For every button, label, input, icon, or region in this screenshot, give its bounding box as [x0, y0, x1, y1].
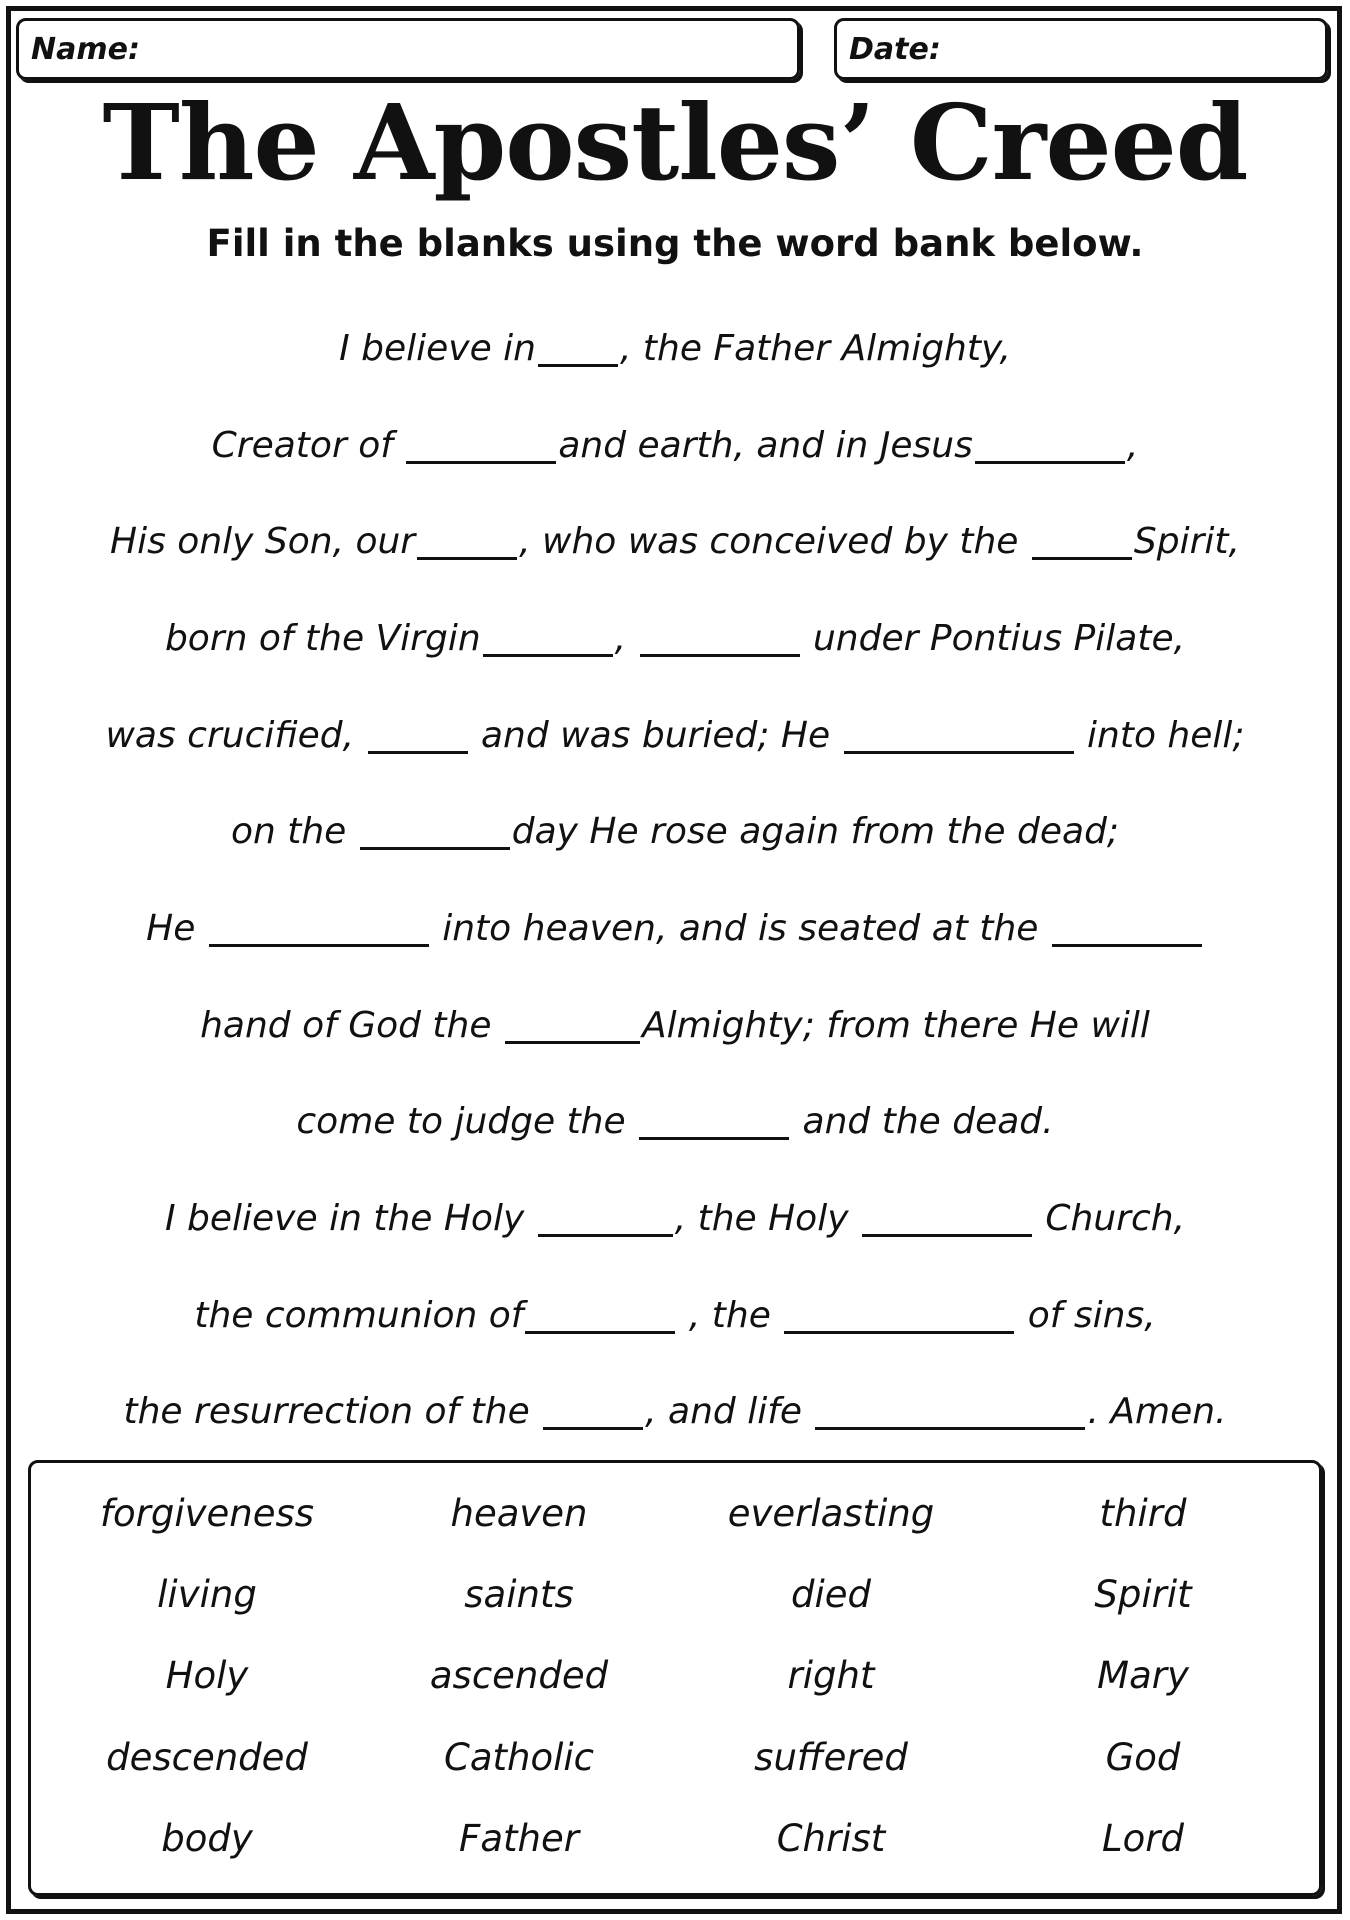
- creed-text: [40, 300, 1310, 1460]
- fill-in-blank[interactable]: [406, 427, 556, 464]
- fill-in-blank[interactable]: [360, 813, 510, 850]
- fill-in-blank[interactable]: [368, 717, 468, 754]
- creed-text-segment: and earth, and in Jesus: [558, 424, 973, 466]
- creed-line: [40, 1267, 1310, 1364]
- creed-text-segment: into hell;: [1075, 714, 1245, 756]
- word-bank: [28, 1460, 1322, 1896]
- word-bank-item: Holy: [165, 1654, 249, 1698]
- word-bank-item: Lord: [1102, 1816, 1184, 1860]
- creed-text-segment: His only Son, our: [110, 521, 416, 563]
- instructions: Fill in the blanks using the word bank below.: [206, 222, 1144, 265]
- fill-in-blank[interactable]: [844, 717, 1074, 754]
- word-bank-item: saints: [464, 1573, 574, 1617]
- fill-in-blank[interactable]: [483, 620, 613, 657]
- word-bank-item: heaven: [450, 1492, 588, 1536]
- creed-text-segment: and the dead.: [791, 1101, 1054, 1143]
- creed-text-segment: Creator of: [211, 424, 405, 466]
- word-bank-item: ascended: [429, 1654, 609, 1698]
- creed-text-segment: and was buried; He: [469, 714, 842, 756]
- name-label: Name:: [31, 32, 140, 67]
- date-label: Date:: [849, 32, 941, 67]
- creed-text-segment: , and life: [645, 1391, 814, 1433]
- word-bank-item: God: [1105, 1735, 1181, 1779]
- word-bank-item: died: [790, 1573, 872, 1617]
- creed-line: [40, 397, 1310, 494]
- creed-text-segment: of sins,: [1016, 1294, 1156, 1336]
- creed-text-segment: was crucified,: [105, 714, 366, 756]
- creed-line: [40, 1074, 1310, 1171]
- fill-in-blank[interactable]: [543, 1393, 643, 1430]
- fill-in-blank[interactable]: [538, 1200, 673, 1237]
- creed-text-segment: , the Father Almighty,: [620, 327, 1011, 369]
- name-field[interactable]: [16, 18, 800, 80]
- word-bank-item: everlasting: [727, 1492, 935, 1536]
- date-field[interactable]: [834, 18, 1328, 80]
- creed-text-segment: . Amen.: [1087, 1391, 1227, 1433]
- fill-in-blank[interactable]: [862, 1200, 1032, 1237]
- fill-in-blank[interactable]: [505, 1007, 640, 1044]
- fill-in-blank[interactable]: [525, 1297, 675, 1334]
- creed-text-segment: into heaven, and is seated at the: [430, 907, 1050, 949]
- fill-in-blank[interactable]: [639, 1103, 789, 1140]
- fill-in-blank[interactable]: [975, 427, 1125, 464]
- creed-line: [40, 493, 1310, 590]
- creed-text-segment: , the: [677, 1294, 783, 1336]
- creed-text-segment: the communion of: [194, 1294, 524, 1336]
- creed-text-segment: I believe in the Holy: [164, 1198, 536, 1240]
- creed-text-segment: come to judge the: [296, 1101, 638, 1143]
- creed-text-segment: Church,: [1033, 1198, 1186, 1240]
- creed-text-segment: Almighty; from there He will: [641, 1004, 1150, 1046]
- creed-line: [40, 590, 1310, 687]
- creed-text-segment: the resurrection of the: [123, 1391, 542, 1433]
- word-bank-item: forgiveness: [99, 1492, 315, 1536]
- word-bank-item: right: [787, 1654, 875, 1698]
- creed-text-segment: ,: [614, 617, 638, 659]
- creed-text-segment: He: [146, 907, 207, 949]
- creed-line: [40, 880, 1310, 977]
- word-bank-item: third: [1099, 1492, 1187, 1536]
- page-title: The Apostles’ Creed: [102, 81, 1248, 204]
- fill-in-blank[interactable]: [209, 910, 429, 947]
- fill-in-blank[interactable]: [784, 1297, 1014, 1334]
- word-bank-item: body: [161, 1816, 253, 1860]
- creed-line: [40, 977, 1310, 1074]
- creed-text-segment: day He rose again from the dead;: [511, 811, 1120, 853]
- creed-text-segment: born of the Virgin: [164, 617, 481, 659]
- fill-in-blank[interactable]: [1032, 523, 1132, 560]
- word-bank-item: Spirit: [1094, 1573, 1192, 1617]
- word-bank-item: Catholic: [443, 1735, 594, 1779]
- fill-in-blank[interactable]: [1052, 910, 1202, 947]
- creed-text-segment: under Pontius Pilate,: [801, 617, 1186, 659]
- creed-line: [40, 300, 1310, 397]
- word-bank-item: suffered: [754, 1735, 908, 1779]
- fill-in-blank[interactable]: [417, 523, 517, 560]
- creed-line: [40, 783, 1310, 880]
- creed-text-segment: on the: [230, 811, 358, 853]
- word-bank-item: descended: [106, 1735, 308, 1779]
- word-bank-item: Christ: [776, 1816, 886, 1860]
- creed-line: [40, 1364, 1310, 1461]
- fill-in-blank[interactable]: [640, 620, 800, 657]
- creed-text-segment: hand of God the: [200, 1004, 503, 1046]
- fill-in-blank[interactable]: [538, 330, 618, 367]
- creed-text-segment: Spirit,: [1133, 521, 1240, 563]
- creed-text-segment: , who was conceived by the: [519, 521, 1030, 563]
- creed-text-segment: , the Holy: [674, 1198, 860, 1240]
- word-bank-item: Mary: [1097, 1654, 1189, 1698]
- fill-in-blank[interactable]: [815, 1393, 1085, 1430]
- creed-line: [40, 1170, 1310, 1267]
- word-bank-item: living: [157, 1573, 257, 1617]
- creed-text-segment: I believe in: [339, 327, 536, 369]
- word-bank-item: Father: [459, 1816, 579, 1860]
- creed-text-segment: ,: [1126, 424, 1139, 466]
- creed-line: [40, 687, 1310, 784]
